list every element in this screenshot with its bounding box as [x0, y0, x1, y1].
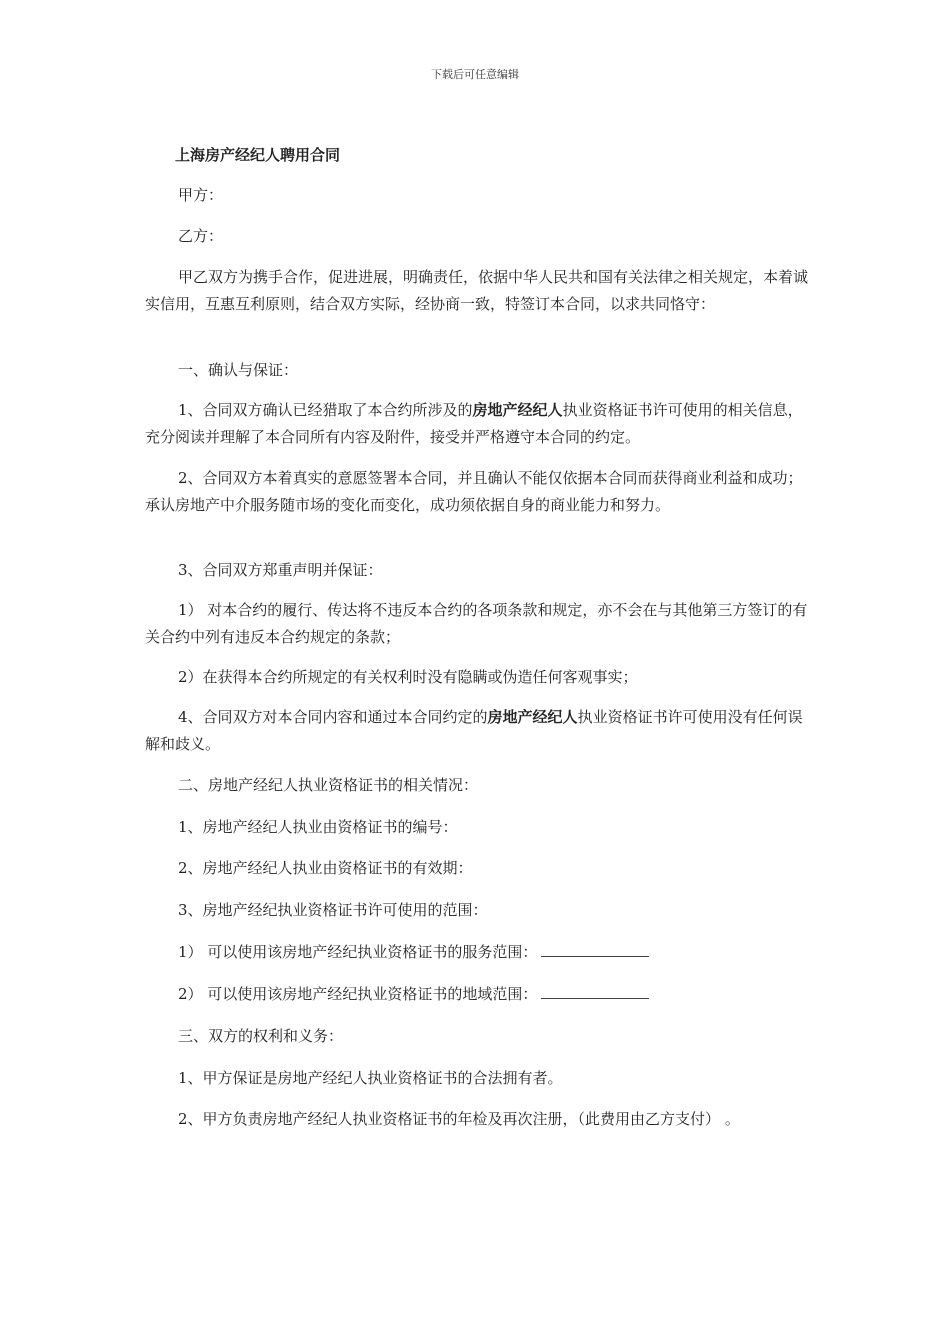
party-a-line: 甲方：	[178, 186, 224, 204]
clause-1-3-2: 2）在获得本合约所规定的有关权利时没有隐瞒或伪造任何客观事实；	[178, 668, 638, 686]
intro-paragraph: 甲乙双方为携手合作，促进进展，明确责任，依据中华人民共和国有关法律之相关规定，本着诚实信用，互惠互利原则，结合双方实际，经协商一致，特签订本合同，以求共同恪守：	[145, 268, 809, 313]
clause-1-1: 1、合同双方确认已经猎取了本合约所涉及的房地产经纪人执业资格证书许可使用的相关信息，充分阅读并理解了本合同所有内容及附件，接受并严格遵守本合同的约定。	[145, 401, 803, 446]
party-b-line: 乙方：	[178, 227, 224, 245]
bold-term: 房地产经纪人	[487, 708, 578, 726]
clause-2-2: 2、房地产经纪人执业由资格证书的有效期：	[178, 859, 473, 877]
clause-1-4: 4、合同双方对本合同内容和通过本合同约定的房地产经纪人执业资格证书许可使用没有任何误解和歧义。	[145, 708, 803, 753]
clause-1-2: 2、合同双方本着真实的意愿签署本合同，并且确认不能仅依据本合同而获得商业利益和成功；承认房地产中介服务随市场的变化而变化，成功须依据自身的商业能力和努力。	[145, 469, 803, 514]
clause-2-3-2: 2） 可以使用该房地产经纪执业资格证书的地域范围：	[145, 981, 810, 1008]
clause-1-3: 3、合同双方郑重声明并保证：	[178, 561, 383, 579]
clause-2-1: 1、房地产经纪人执业由资格证书的编号：	[178, 818, 458, 836]
clause-1-3-1: 1） 对本合约的履行、传达将不违反本合约的各项条款和规定，亦不会在与其他第三方签订的有关合约中列有违反本合约规定的条款；	[145, 601, 808, 646]
fill-in-blank[interactable]	[541, 942, 649, 957]
section-1-heading: 一、确认与保证：	[178, 361, 299, 379]
clause-3-2: 2、甲方负责房地产经纪人执业资格证书的年检及再次注册，（此费用由乙方支付） 。	[178, 1110, 740, 1128]
section-2-heading: 二、房地产经纪人执业资格证书的相关情况：	[178, 776, 479, 794]
fill-in-blank[interactable]	[541, 984, 649, 999]
bold-term: 房地产经纪人	[472, 401, 563, 419]
document-title: 上海房产经纪人聘用合同	[175, 146, 341, 164]
clause-2-3: 3、房地产经纪执业资格证书许可使用的范围：	[178, 901, 488, 919]
section-3-heading: 三、双方的权利和义务：	[178, 1027, 344, 1045]
page-header: 下载后可任意编辑	[431, 68, 519, 81]
clause-3-1: 1、甲方保证是房地产经纪人执业资格证书的合法拥有者。	[178, 1069, 563, 1087]
clause-2-3-1: 1） 可以使用该房地产经纪执业资格证书的服务范围：	[145, 939, 810, 966]
